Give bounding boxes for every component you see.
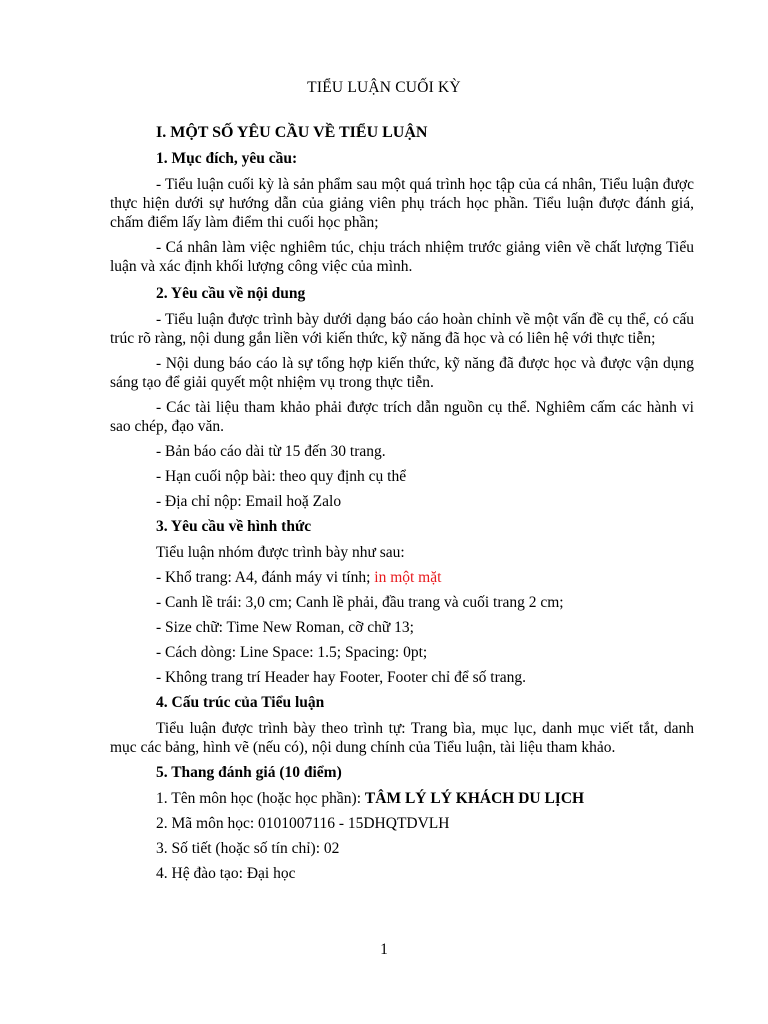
document-body — [110, 123, 694, 889]
subsection-heading-purpose: 1. Mục đích, yêu cầu: — [156, 150, 298, 167]
list-item: 3. Số tiết (hoặc số tín chỉ): 02 — [156, 840, 340, 857]
list-item — [110, 568, 694, 587]
list-intro: Tiểu luận nhóm được trình bày như sau: — [156, 544, 405, 561]
list-item: 2. Mã môn học: 0101007116 - 15DHQTDVLH — [156, 815, 450, 832]
list-item: - Không trang trí Header hay Footer, Footer chỉ để số trang. — [156, 669, 526, 686]
highlighted-text: in một mặt — [374, 569, 442, 586]
list-item-text: 1. Tên môn học (hoặc học phần): — [156, 790, 365, 807]
list-item: 4. Hệ đào tạo: Đại học — [156, 865, 296, 882]
paragraph: - Các tài liệu tham khảo phải được trích dẫn nguồn cụ thể. Nghiêm cấm các hành vi sao chép, đạo văn. — [110, 399, 694, 435]
list-item: - Hạn cuối nộp bài: theo quy định cụ thể — [156, 468, 407, 485]
page-number: 1 — [380, 941, 388, 958]
section-heading: I. MỘT SỐ YÊU CẦU VỀ TIỂU LUẬN — [156, 124, 428, 141]
list-item: - Size chữ: Time New Roman, cỡ chữ 13; — [156, 619, 414, 636]
list-item-text: - Khổ trang: A4, đánh máy vi tính; — [156, 569, 375, 586]
list-item: - Địa chỉ nộp: Email hoặ Zalo — [156, 493, 342, 510]
paragraph: Tiểu luận được trình bày theo trình tự: Trang bìa, mục lục, danh mục viết tắt, danh mục các bảng, hình vẽ (nếu có), nội dung chính của Tiểu luận, tài liệu tham khảo. — [110, 720, 694, 756]
course-name: TÂM LÝ LÝ KHÁCH DU LỊCH — [364, 790, 585, 807]
paragraph: - Nội dung báo cáo là sự tổng hợp kiến thức, kỹ năng đã được học và được vận dụng sáng tạo để giải quyết một nhiệm vụ trong thực tiễn. — [110, 355, 694, 391]
document-title: TIỂU LUẬN CUỐI KỲ — [307, 79, 461, 96]
subsection-heading-content: 2. Yêu cầu về nội dung — [156, 285, 306, 302]
subsection-heading-structure: 4. Cấu trúc của Tiểu luận — [156, 694, 325, 711]
paragraph: - Tiểu luận được trình bày dưới dạng báo cáo hoàn chỉnh về một vấn đề cụ thể, có cấu trúc rõ ràng, nội dung gắn liền với kiến thức, kỹ năng đã học và có liên hệ với thực tiễn; — [110, 311, 694, 347]
paragraph: - Tiểu luận cuối kỳ là sản phẩm sau một quá trình học tập của cá nhân, Tiểu luận được thực hiện dưới sự hướng dẫn của giảng viên phụ trách học phần. Tiểu luận được đánh giá, chấm điểm lấy làm điểm thi cuối học phần; — [110, 176, 694, 231]
list-item: - Cách dòng: Line Space: 1.5; Spacing: 0pt; — [156, 644, 428, 661]
list-item: - Bản báo cáo dài từ 15 đến 30 trang. — [156, 443, 386, 460]
list-item — [110, 789, 694, 808]
subsection-heading-format: 3. Yêu cầu về hình thức — [156, 518, 312, 535]
paragraph: - Cá nhân làm việc nghiêm túc, chịu trách nhiệm trước giảng viên về chất lượng Tiểu luận và xác định khối lượng công việc của mình. — [110, 239, 694, 275]
subsection-heading-grading: 5. Thang đánh giá (10 điểm) — [156, 764, 342, 781]
list-item: - Canh lề trái: 3,0 cm; Canh lề phải, đầu trang và cuối trang 2 cm; — [156, 594, 564, 611]
